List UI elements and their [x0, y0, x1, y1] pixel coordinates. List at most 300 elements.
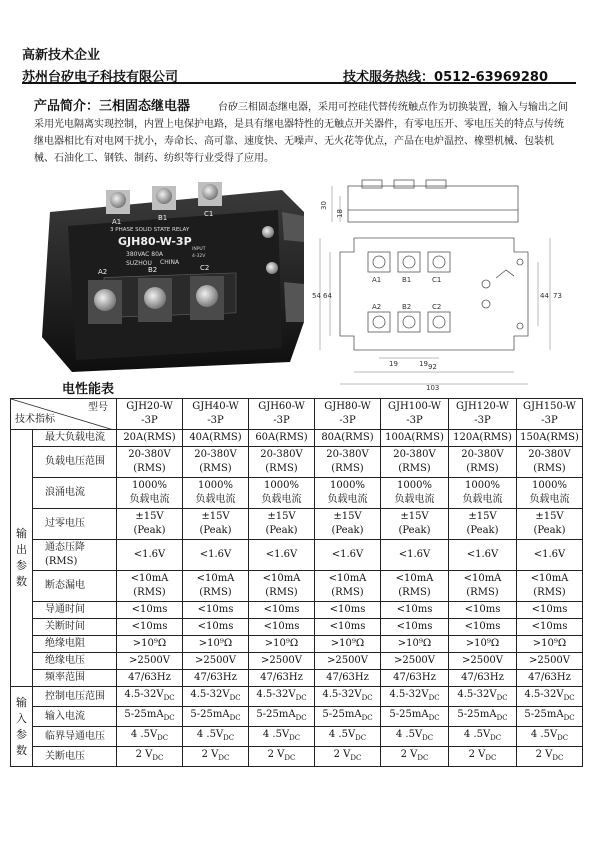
spec-value: >10⁹Ω	[532, 638, 567, 649]
spec-cell	[517, 447, 583, 478]
spec-unit-sub: DC	[295, 714, 307, 722]
spec-value: <10ms	[396, 621, 433, 632]
output-row	[11, 670, 583, 687]
param-label: 断态漏电	[33, 571, 117, 602]
model-suffix: -3P	[406, 415, 423, 426]
dim-44: 44	[540, 292, 549, 300]
spec-cell	[249, 727, 315, 747]
spec-unit-sub: DC	[289, 734, 301, 742]
photo-label-a1: A1	[112, 218, 122, 226]
spec-value: 4 .5V	[328, 729, 356, 740]
screw-icon	[202, 184, 218, 200]
spec-unit-sub: DC	[218, 754, 230, 762]
spec-table	[10, 398, 583, 767]
spec-value: <10ms	[531, 604, 568, 615]
group-char: 出	[16, 543, 27, 556]
spec-value: >10⁹Ω	[465, 638, 500, 649]
spec-cell	[117, 571, 183, 602]
spec-value: >10⁹Ω	[330, 638, 365, 649]
spec-value: (RMS)	[398, 463, 431, 474]
spec-cell	[381, 670, 449, 687]
spec-value: <1.6V	[533, 549, 566, 560]
spec-unit-sub: DC	[417, 754, 429, 762]
spec-value: 60A(RMS)	[255, 432, 308, 443]
spec-value: <10mA	[130, 573, 169, 584]
spec-cell	[249, 540, 315, 571]
spec-value: 4 .5V	[130, 729, 158, 740]
spec-cell	[117, 602, 183, 619]
param-label: 绝缘电压	[33, 653, 117, 670]
spec-value: 2 V	[201, 749, 219, 760]
spec-value: >10⁹Ω	[397, 638, 432, 649]
spec-value: (RMS)	[199, 587, 232, 598]
spec-value: 4.5-32V	[524, 689, 564, 700]
spec-cell	[449, 653, 517, 670]
output-row	[11, 447, 583, 478]
spec-value: 4 .5V	[463, 729, 491, 740]
model-name: GJH60-W	[258, 401, 305, 412]
model-name: GJH40-W	[192, 401, 239, 412]
spec-cell	[449, 478, 517, 509]
spec-value: 20-380V	[326, 449, 369, 460]
dim-18: 18	[336, 209, 344, 218]
spec-cell	[315, 619, 381, 636]
spec-cell	[183, 707, 249, 727]
model-name: GJH150-W	[523, 401, 576, 412]
spec-value: 负载电流	[129, 494, 170, 505]
spec-value: 负载电流	[195, 494, 236, 505]
spec-value: ±15V	[201, 511, 230, 522]
spec-cell	[183, 430, 249, 447]
spec-value: <10ms	[263, 604, 300, 615]
spec-cell	[117, 619, 183, 636]
spec-cell	[249, 619, 315, 636]
spec-cell	[117, 707, 183, 727]
spec-cell	[249, 509, 315, 540]
spec-cell	[381, 478, 449, 509]
relay-photo	[32, 172, 310, 378]
spec-unit-sub: DC	[223, 734, 235, 742]
output-row	[11, 636, 583, 653]
spec-value: 4 .5V	[395, 729, 423, 740]
spec-value: <10ms	[329, 604, 366, 615]
spec-value: 20-380V	[260, 449, 303, 460]
spec-cell	[381, 636, 449, 653]
spec-value: 20-380V	[393, 449, 436, 460]
draw-label-c1: C1	[432, 276, 442, 284]
spec-unit-sub: DC	[284, 754, 296, 762]
input-row	[11, 727, 583, 747]
spec-unit-sub: DC	[355, 734, 367, 742]
spec-value: <10mA	[395, 573, 434, 584]
spec-value: (RMS)	[265, 463, 298, 474]
spec-cell	[315, 447, 381, 478]
spec-value: 120A(RMS)	[453, 432, 512, 443]
spec-unit-sub: DC	[295, 694, 307, 702]
group-char: 参	[16, 727, 27, 741]
spec-value: 2 V	[135, 749, 153, 760]
photo-label-c1: C1	[204, 210, 214, 218]
spec-cell	[117, 430, 183, 447]
spec-value: (RMS)	[133, 463, 166, 474]
spec-cell	[517, 636, 583, 653]
spec-cell	[315, 636, 381, 653]
spec-cell	[449, 687, 517, 707]
photo-label-a2: A2	[98, 268, 108, 276]
draw-label-b1: B1	[402, 276, 412, 284]
plate-input-label: INPUT	[192, 247, 206, 252]
output-row	[11, 430, 583, 447]
spec-cell	[117, 727, 183, 747]
spec-value: >2500V	[194, 655, 237, 666]
spec-value: <1.6V	[466, 549, 499, 560]
spec-value: (RMS)	[533, 463, 566, 474]
spec-unit-sub: DC	[422, 734, 434, 742]
spec-cell	[315, 509, 381, 540]
spec-unit-sub: DC	[557, 734, 569, 742]
param-label: 控制电压范围	[33, 687, 117, 707]
spec-cell	[117, 636, 183, 653]
output-row	[11, 478, 583, 509]
spec-cell	[449, 447, 517, 478]
spec-value: ±15V	[468, 511, 497, 522]
screw-icon	[144, 287, 166, 309]
model-name: GJH120-W	[456, 401, 509, 412]
plate-line1: 3 PHASE SOLID STATE RELAY	[110, 227, 190, 233]
spec-cell	[517, 478, 583, 509]
param-label: 绝缘电阻	[33, 636, 117, 653]
spec-cell	[183, 653, 249, 670]
group-char: 输	[16, 695, 27, 709]
spec-value: ±15V	[535, 511, 564, 522]
spec-value: 4.5-32V	[190, 689, 230, 700]
model-header	[249, 399, 315, 430]
dim-19-right: 19	[419, 360, 428, 368]
input-row	[11, 707, 583, 727]
model-header	[517, 399, 583, 430]
spec-value: (RMS)	[398, 587, 431, 598]
spec-value: (Peak)	[331, 525, 364, 536]
spec-value: 20-380V	[194, 449, 237, 460]
spec-value: 47/63Hz	[528, 672, 571, 683]
spec-cell	[517, 619, 583, 636]
spec-unit-sub: DC	[361, 694, 373, 702]
spec-value: 40A(RMS)	[189, 432, 242, 443]
spec-cell	[449, 636, 517, 653]
top-view	[340, 238, 528, 350]
param-label: 导通时间	[33, 602, 117, 619]
spec-value: 负载电流	[261, 494, 302, 505]
model-header	[449, 399, 517, 430]
spec-value: <10ms	[131, 621, 168, 632]
draw-label-a1: A1	[372, 276, 382, 284]
spec-cell	[249, 636, 315, 653]
spec-value: (RMS)	[331, 463, 364, 474]
spec-value: 2 V	[267, 749, 285, 760]
spec-value: (RMS)	[533, 587, 566, 598]
spec-unit-sub: DC	[157, 734, 169, 742]
table-title: 电性能表	[62, 382, 115, 397]
input-screw-icon	[262, 226, 274, 238]
group-char: 入	[16, 711, 27, 725]
screw-icon	[156, 188, 172, 204]
model-suffix: -3P	[207, 415, 224, 426]
dim-19-left: 19	[389, 360, 398, 368]
bottom-terminals	[88, 276, 224, 324]
spec-value: (RMS)	[199, 463, 232, 474]
dim-64: 64	[323, 292, 332, 300]
spec-cell	[381, 687, 449, 707]
spec-value: ±15V	[400, 511, 429, 522]
spec-value: 5-25mA	[457, 709, 497, 720]
screw-icon	[94, 289, 116, 311]
spec-cell	[117, 478, 183, 509]
spec-cell	[381, 540, 449, 571]
spec-cell	[249, 430, 315, 447]
spec-unit-sub: DC	[563, 694, 575, 702]
spec-unit-sub: DC	[485, 754, 497, 762]
output-group-label	[11, 430, 33, 687]
spec-value: 1000%	[132, 480, 167, 491]
spec-value: 5-25mA	[124, 709, 164, 720]
spec-cell	[449, 540, 517, 571]
spec-value: 1000%	[532, 480, 567, 491]
spec-value: 5-25mA	[524, 709, 564, 720]
spec-value: (Peak)	[466, 525, 499, 536]
spec-cell	[381, 571, 449, 602]
spec-cell	[249, 707, 315, 727]
spec-unit-sub: DC	[490, 734, 502, 742]
model-header	[117, 399, 183, 430]
spec-value: <1.6V	[265, 549, 298, 560]
output-row	[11, 653, 583, 670]
spec-cell	[517, 707, 583, 727]
spec-value: 20-380V	[461, 449, 504, 460]
spec-cell	[183, 602, 249, 619]
output-row	[11, 509, 583, 540]
spec-cell	[315, 602, 381, 619]
spec-value: 负载电流	[327, 494, 368, 505]
group-char: 数	[16, 575, 27, 588]
table-header-row	[11, 399, 583, 430]
spec-value: 2 V	[535, 749, 553, 760]
spec-value: >2500V	[528, 655, 571, 666]
spec-value: 2 V	[333, 749, 351, 760]
dim-54: 54	[312, 292, 321, 300]
spec-value: <10mA	[328, 573, 367, 584]
spec-cell	[249, 571, 315, 602]
model-name: GJH20-W	[126, 401, 173, 412]
spec-value: 4.5-32V	[389, 689, 429, 700]
model-name: GJH100-W	[388, 401, 441, 412]
spec-value: 1000%	[198, 480, 233, 491]
param-label: 过零电压	[33, 509, 117, 540]
spec-cell	[183, 636, 249, 653]
spec-unit-sub: DC	[563, 714, 575, 722]
spec-cell	[117, 509, 183, 540]
spec-value: 4.5-32V	[256, 689, 296, 700]
photo-label-b1: B1	[158, 214, 168, 222]
spec-cell	[183, 747, 249, 767]
spec-cell	[249, 447, 315, 478]
spec-value: 4.5-32V	[124, 689, 164, 700]
model-suffix: -3P	[339, 415, 356, 426]
plate-model: GJH80-W-3P	[118, 235, 192, 248]
spec-value: >10⁹Ω	[132, 638, 167, 649]
group-char: 参	[16, 559, 27, 572]
spec-value: 47/63Hz	[326, 672, 369, 683]
spec-value: 20-380V	[128, 449, 171, 460]
spec-cell	[381, 727, 449, 747]
table-corner	[11, 399, 117, 430]
spec-unit-sub: DC	[229, 714, 241, 722]
spec-value: <10mA	[530, 573, 569, 584]
spec-value: 100A(RMS)	[385, 432, 444, 443]
spec-cell	[249, 602, 315, 619]
spec-value: 80A(RMS)	[321, 432, 374, 443]
spec-value: 4.5-32V	[457, 689, 497, 700]
param-label: 输入电流	[33, 707, 117, 727]
spec-value: ±15V	[267, 511, 296, 522]
spec-value: 5-25mA	[322, 709, 362, 720]
spec-cell	[449, 747, 517, 767]
spec-value: >2500V	[128, 655, 171, 666]
spec-value: <10ms	[464, 621, 501, 632]
spec-value: 1000%	[465, 480, 500, 491]
spec-cell	[183, 509, 249, 540]
spec-value: 150A(RMS)	[520, 432, 579, 443]
spec-value: 47/63Hz	[194, 672, 237, 683]
draw-label-b2: B2	[402, 303, 412, 311]
output-row	[11, 540, 583, 571]
spec-unit-sub: DC	[163, 714, 175, 722]
spec-value: 负载电流	[529, 494, 570, 505]
spec-value: >2500V	[260, 655, 303, 666]
spec-cell	[117, 687, 183, 707]
spec-cell	[249, 670, 315, 687]
spec-cell	[449, 707, 517, 727]
spec-cell	[315, 430, 381, 447]
model-name: GJH80-W	[324, 401, 371, 412]
dim-30: 30	[320, 201, 328, 210]
spec-cell	[315, 687, 381, 707]
spec-cell	[117, 653, 183, 670]
service-hotline: 技术服务热线：0512-63969280	[343, 70, 548, 85]
spec-value: <10ms	[197, 621, 234, 632]
spec-value: (RMS)	[331, 587, 364, 598]
spec-cell	[117, 540, 183, 571]
spec-value: 5-25mA	[190, 709, 230, 720]
spec-cell	[517, 602, 583, 619]
spec-cell	[249, 747, 315, 767]
spec-cell	[381, 619, 449, 636]
spec-cell	[381, 653, 449, 670]
spec-cell	[381, 430, 449, 447]
company-type: 高新技术企业	[22, 48, 101, 63]
param-label: 负载电压范围	[33, 447, 117, 478]
spec-value: 20A(RMS)	[123, 432, 176, 443]
param-label: 关断电压	[33, 747, 117, 767]
spec-cell	[315, 670, 381, 687]
spec-value: 1000%	[330, 480, 365, 491]
mount-wing-bottom	[284, 282, 304, 322]
spec-value: (Peak)	[265, 525, 298, 536]
spec-cell	[381, 602, 449, 619]
spec-cell	[449, 430, 517, 447]
spec-value: 5-25mA	[256, 709, 296, 720]
input-group-label	[11, 687, 33, 767]
output-row	[11, 571, 583, 602]
draw-label-a2: A2	[372, 303, 382, 311]
spec-cell	[381, 707, 449, 727]
spec-cell	[449, 602, 517, 619]
spec-cell	[315, 653, 381, 670]
spec-value: <10ms	[329, 621, 366, 632]
spec-cell	[517, 687, 583, 707]
spec-value: 1000%	[397, 480, 432, 491]
model-header	[183, 399, 249, 430]
product-title: 产品简介：三相固态继电器	[34, 99, 191, 114]
product-intro	[34, 95, 572, 167]
spec-cell	[183, 619, 249, 636]
spec-cell	[449, 619, 517, 636]
corner-model-label: 型号	[88, 402, 108, 413]
spec-cell	[449, 670, 517, 687]
spec-value: 4 .5V	[196, 729, 224, 740]
spec-value: (Peak)	[398, 525, 431, 536]
spec-unit-sub: DC	[229, 694, 241, 702]
plate-input-range: 4-32V	[192, 254, 206, 259]
spec-value: ±15V	[135, 511, 164, 522]
spec-value: 负载电流	[394, 494, 435, 505]
spec-unit-sub: DC	[428, 714, 440, 722]
spec-value: <10ms	[531, 621, 568, 632]
spec-cell	[315, 540, 381, 571]
group-char: 输	[16, 527, 27, 540]
spec-cell	[117, 447, 183, 478]
spec-value: (Peak)	[133, 525, 166, 536]
model-header	[381, 399, 449, 430]
spec-cell	[183, 478, 249, 509]
spec-value: 47/63Hz	[393, 672, 436, 683]
spec-cell	[517, 747, 583, 767]
dimension-drawing	[310, 178, 580, 390]
spec-cell	[517, 571, 583, 602]
corner-spec-label: 技术指标	[15, 414, 55, 425]
spec-value: (Peak)	[199, 525, 232, 536]
param-label: 浪涌电流	[33, 478, 117, 509]
spec-cell	[517, 430, 583, 447]
model-suffix: -3P	[273, 415, 290, 426]
spec-value: 2 V	[400, 749, 418, 760]
dim-73: 73	[553, 292, 562, 300]
spec-cell	[183, 670, 249, 687]
spec-value: <1.6V	[199, 549, 232, 560]
spec-cell	[249, 687, 315, 707]
spec-unit-sub: DC	[496, 694, 508, 702]
spec-value: <10ms	[396, 604, 433, 615]
product-description: 台矽三相固态继电器，采用可控硅代替传统触点作为切换装置，输入与输出之间采用光电隔离实现控制，内置上电保护电路，是具有继电器特性的无触点开关器件，有零电压开、零电压关的特点与传统继电器相比有对电网干扰小，寿命长、高可靠、速度快、无噪声、无火花等优点，产品在电炉温控、橡塑机械、包装机械、石油化工、钢铁、制药、纺织等行业受得了应用。	[34, 102, 569, 164]
spec-value: ±15V	[333, 511, 362, 522]
input-row	[11, 747, 583, 767]
screw-icon	[110, 192, 126, 208]
input-row	[11, 687, 583, 707]
spec-value: 47/63Hz	[461, 672, 504, 683]
dim-103: 103	[426, 384, 440, 390]
spec-cell	[183, 727, 249, 747]
model-suffix: -3P	[474, 415, 491, 426]
company-name: 苏州台矽电子科技有限公司	[22, 70, 179, 85]
